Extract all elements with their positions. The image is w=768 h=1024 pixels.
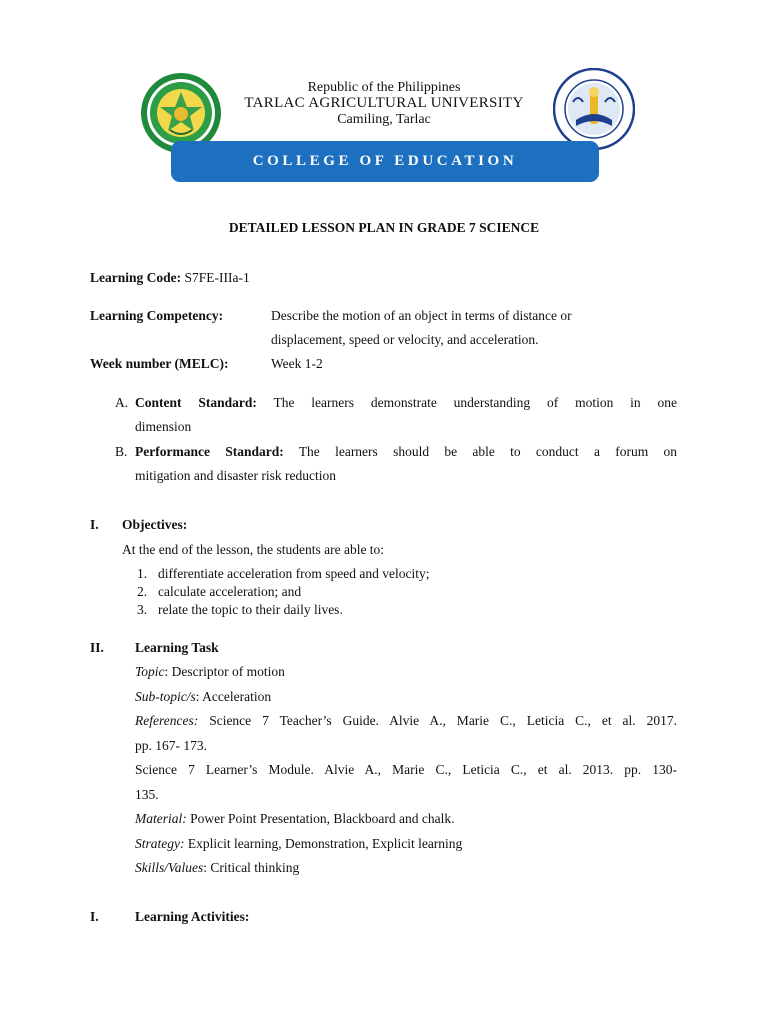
performance-standard-label: Performance Standard: <box>135 444 284 459</box>
subtopic-row <box>135 689 271 705</box>
objective-item: relate the topic to their daily lives. <box>158 602 343 617</box>
section-numeral: I. <box>90 909 99 924</box>
objectives-heading: Objectives: <box>122 517 188 532</box>
references-label: References: <box>135 713 199 728</box>
performance-standard-text: The learners should be able to conduct a forum on <box>298 444 677 459</box>
strategy-label: Strategy: <box>135 836 185 851</box>
performance-standard-line-2: mitigation and disaster risk reduction <box>135 468 336 483</box>
list-item-number: 1. <box>137 566 148 581</box>
material-label: Material: <box>135 811 187 826</box>
references-text-1: Science 7 Teacher’s Guide. Alvie A., Marie C., Leticia C., et al. 2017. <box>209 713 678 728</box>
topic-label: Topic <box>135 664 165 679</box>
strategy-value: Explicit learning, Demonstration, Explicit learning <box>187 836 463 851</box>
objectives-intro: At the end of the lesson, the students are able to: <box>122 542 385 557</box>
material-value: Power Point Presentation, Blackboard and chalk. <box>190 811 455 826</box>
university-location: Camiling, Tarlac <box>337 112 431 127</box>
standard-marker: A. <box>115 395 129 410</box>
references-line-2: pp. 167- 173. <box>135 738 207 753</box>
learning-competency-line-1: Describe the motion of an object in terms of distance or <box>271 308 572 323</box>
skills-value: : Critical thinking <box>203 860 300 875</box>
subtopic-label: Sub-topic/s <box>135 689 196 704</box>
content-standard-label: Content Standard: <box>135 395 257 410</box>
skills-label: Skills/Values <box>135 860 204 875</box>
topic-value: : Descriptor of motion <box>164 664 285 679</box>
objective-item: differentiate acceleration from speed and velocity; <box>158 566 430 581</box>
list-item-number: 2. <box>137 584 148 599</box>
strategy-row <box>135 836 462 852</box>
performance-standard-line-1 <box>135 444 677 460</box>
learning-code-row <box>90 270 250 286</box>
subtopic-value: : Acceleration <box>195 689 272 704</box>
university-name: TARLAC AGRICULTURAL UNIVERSITY <box>244 95 524 111</box>
content-standard-line-1 <box>135 395 677 411</box>
list-item-number: 3. <box>137 602 148 617</box>
references-line-1 <box>135 713 677 729</box>
republic-heading: Republic of the Philippines <box>307 80 461 95</box>
material-row <box>135 811 454 827</box>
topic-row <box>135 664 285 680</box>
college-banner-label: COLLEGE OF EDUCATION <box>252 153 518 169</box>
references-line-3 <box>135 762 677 778</box>
section-numeral: I. <box>90 517 99 532</box>
week-number-value: Week 1-2 <box>271 356 323 371</box>
objective-item: calculate acceleration; and <box>158 584 302 599</box>
section-numeral: II. <box>90 640 104 655</box>
standard-marker: B. <box>115 444 128 459</box>
content-standard-text: The learners demonstrate understanding of motion in one <box>273 395 678 410</box>
learning-task-heading: Learning Task <box>135 640 219 655</box>
references-text-3: Science 7 Learner’s Module. Alvie A., Marie C., Leticia C., et al. 2013. pp. 130- <box>135 762 677 777</box>
document-title: DETAILED LESSON PLAN IN GRADE 7 SCIENCE <box>228 220 540 235</box>
learning-code-value: S7FE-IIIa-1 <box>184 270 250 285</box>
learning-activities-heading: Learning Activities: <box>135 909 250 924</box>
college-banner <box>171 141 599 182</box>
week-number-label: Week number (MELC): <box>90 356 229 371</box>
learning-competency-label: Learning Competency: <box>90 308 224 323</box>
learning-code-label: Learning Code: <box>90 270 182 285</box>
skills-row <box>135 860 299 876</box>
references-line-4: 135. <box>135 787 159 802</box>
content-standard-line-2: dimension <box>135 419 192 434</box>
learning-competency-line-2: displacement, speed or velocity, and acceleration. <box>271 332 539 347</box>
